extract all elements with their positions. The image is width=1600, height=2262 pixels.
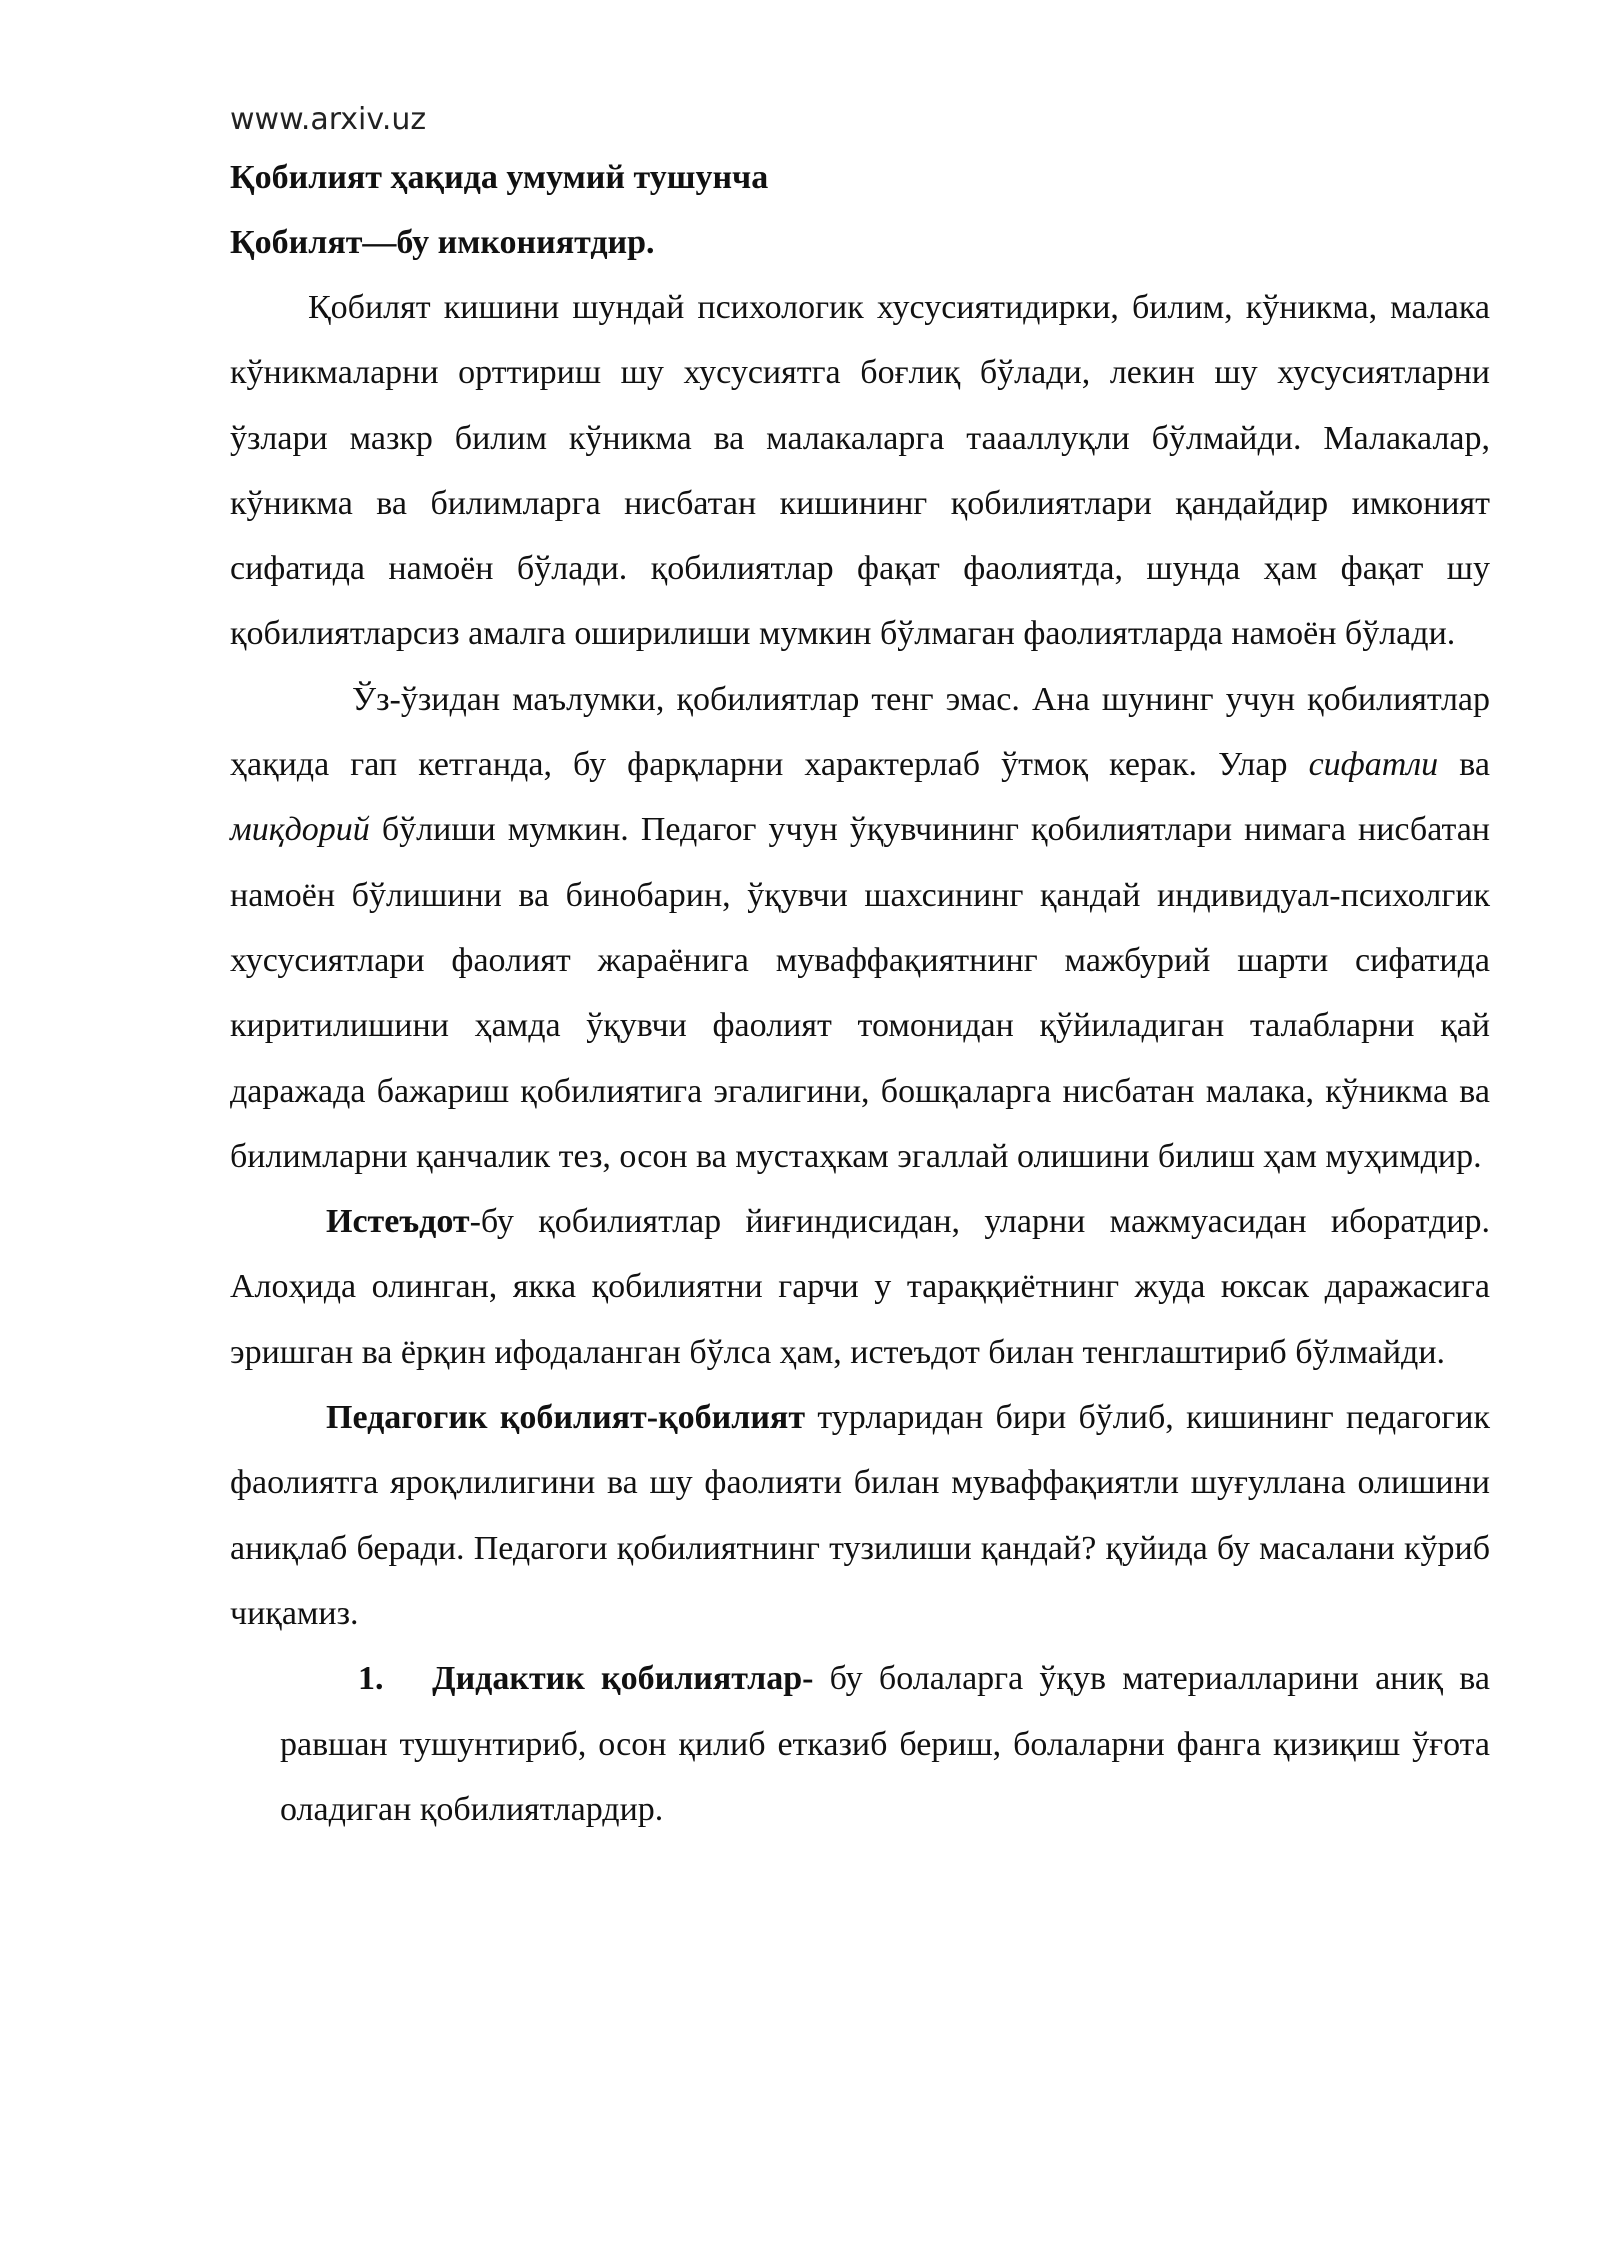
term-quantitative: миқдорий [230,811,370,849]
paragraph-talent [230,1189,1490,1385]
term-didactic-abilities: Дидактик қобилиятлар- [432,1660,814,1698]
list-item-number: 1. [358,1660,384,1698]
paragraph-talent-text: -бу қобилиятлар йиғиндисидан, уларни мажмуасидан иборатдир. Алоҳида олинган, якка қобилиятни гарчи у тараққиётнинг жуда юксак даражасига эришган ва ёрқин ифодаланган бўлса ҳам, истеъдот билан тенглаштириб бўлмайди. [230,1203,1490,1371]
document-page [230,95,1490,1842]
list-item [280,1646,1490,1842]
term-qualitative: сифатли [1308,746,1439,784]
paragraph-pedagogical-ability [230,1385,1490,1646]
document-title: Қобилият ҳақида умумий тушунча [230,159,769,196]
paragraph-pedagogical-ability-text: турларидан бири бўлиб, кишининг педагогик фаолиятга яроқлилигини ва шу фаолияти билан муваффақиятли шуғуллана олишини аниқлаб беради. Педагоги қобилиятнинг тузилиши қандай? қуйида бу масалани кўриб чиқамиз. [230,1399,1491,1632]
paragraph-differences-text-a: Ўз-ўзидан маълумки, қобилиятлар тенг эмас. Ана шунинг учун қобилиятлар ҳақида гап кетганда, бу фарқларни характерлаб ўтмоқ керак. Улар [230,680,1490,784]
paragraph-definition: Қобилят кишини шундай психологик хусусиятидирки, билим, кўникма, малака кўникмаларни орттириш шу хусусиятга боғлиқ бўлади, лекин шу хусусиятларни ўзлари мазкр билим кўникма ва малакаларга таааллуқли бўлмайди. Малакалар, кўникма ва билимларга нисбатан кишининг қобилиятлари қандайдир имконият сифатида намоён бўлади. қобилиятлар фақат фаолиятда, шунда ҳам фақат шу қобилиятларсиз амалга оширилиши мумкин бўлмаган фаолиятларда намоён бўлади. [230,289,1490,653]
term-talent: Истеъдот [326,1203,470,1241]
paragraph-differences [230,667,1490,1189]
term-pedagogical-ability: Педагогик қобилият-қобилият [326,1399,806,1437]
paragraph-differences-text-c: бўлиши мумкин. Педагог учун ўқувчининг қобилиятлари нимага нисбатан намоён бўлишини ва бинобарин, ўқувчи шахсининг қандай индивидуал-психолгик хусусиятлари фаолият жараёнига муваффақиятнинг мажбурий шарти сифатида киритилишини ҳамда ўқувчи фаолият томонидан қўйиладиган талабларни қай даражада бажариш қобилиятига эгалигини, бошқаларга нисбатан малака, кўникма ва билимларни қанчалик тез, осон ва мустаҳкам эгаллай олишини билиш ҳам муҳимдир. [230,811,1490,1175]
document-subtitle: Қобилят—бу имкониятдир. [230,224,655,261]
paragraph-differences-text-b: ва [1438,746,1490,784]
site-url: www.arxiv.uz [230,102,427,137]
list-item-text: бу болаларга ўқув материалларини аниқ ва равшан тушунтириб, осон қилиб етказиб бериш, болаларни фанга қизиқиш ўғота оладиган қобилиятлардир. [280,1660,1490,1828]
